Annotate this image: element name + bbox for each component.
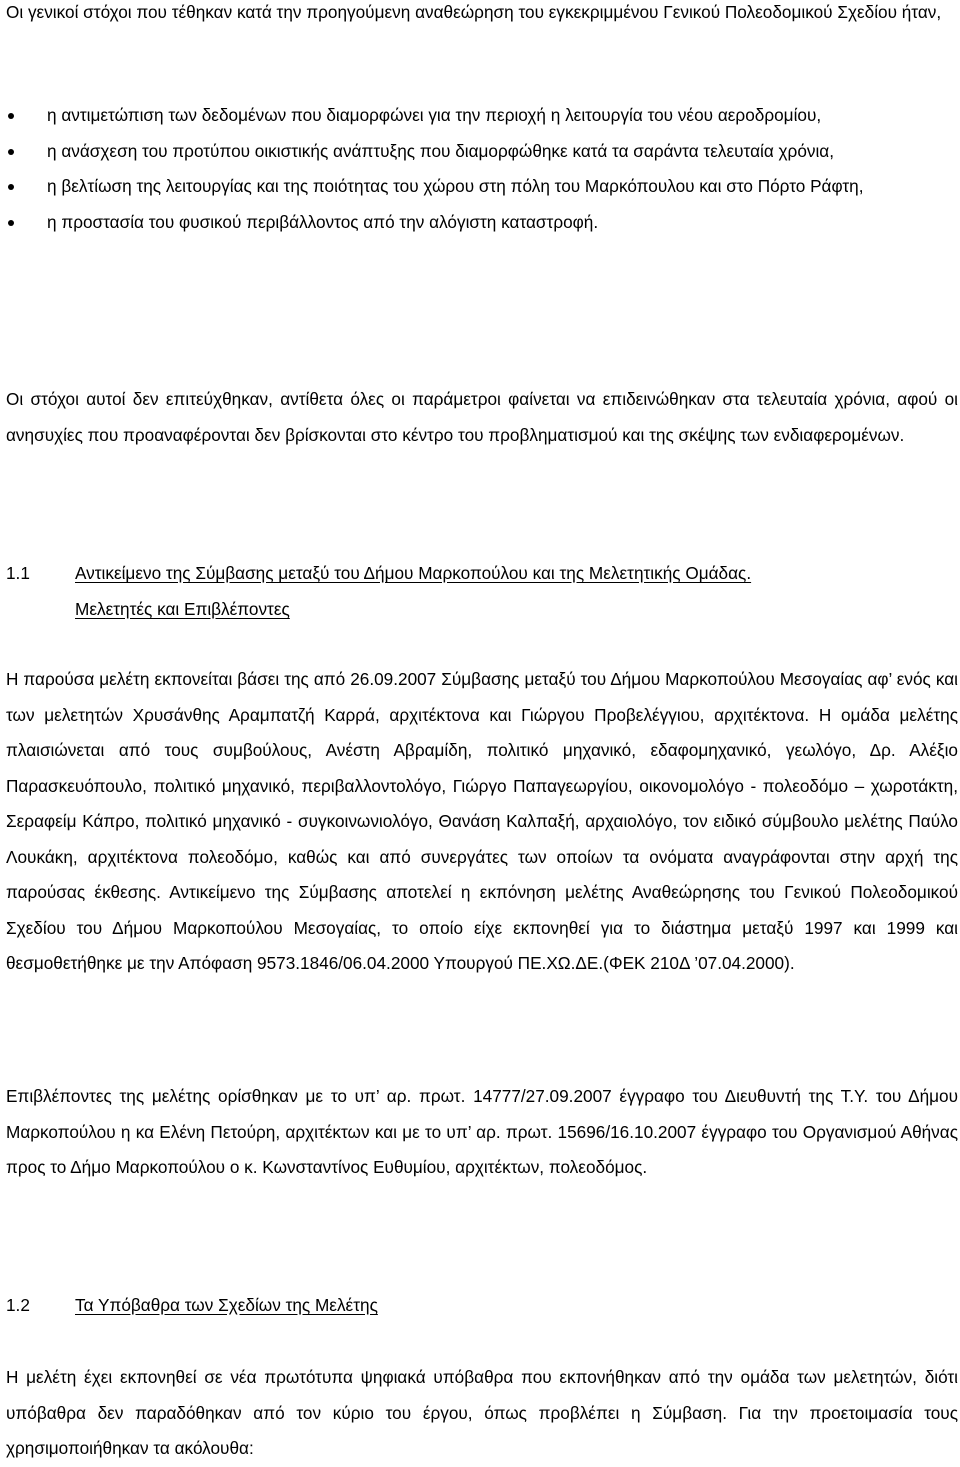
- section-1-1-heading: [6, 556, 958, 627]
- list-item-text: η αντιμετώπιση των δεδομένων που διαμορφώνει για την περιοχή η λειτουργία του νέου αεροδρομίου,: [47, 105, 822, 125]
- list-item-text: η βελτίωση της λειτουργίας και της ποιότητας του χώρου στη πόλη του Μαρκόπουλου και στο Πόρτο Ράφτη,: [47, 176, 864, 196]
- section-title: Αντικείμενο της Σύμβασης μεταξύ του Δήμου Μαρκοπούλου και της Μελετητικής Ομάδας.: [75, 563, 752, 583]
- goals-paragraph: Οι στόχοι αυτοί δεν επιτεύχθηκαν, αντίθετα όλες οι παράμετροι φαίνεται να επιδεινώθηκαν στα τελευταία χρόνια, αφού οι ανησυχίες που προαναφέρονται δεν βρίσκονται στο κέντρο του προβληματισμού και της σκέψης των ενδιαφερομένων.: [6, 389, 958, 445]
- intro-paragraph: Οι γενικοί στόχοι που τέθηκαν κατά την προηγούμενη αναθεώρηση του εγκεκριμμένου Γενικού Πολεοδομικού Σχεδίου ήταν,: [6, 2, 942, 22]
- list-item-text: η προστασία του φυσικού περιβάλλοντος από την αλόγιστη καταστροφή.: [47, 211, 599, 232]
- list-item: [6, 205, 958, 241]
- contract-paragraph: Η παρούσα μελέτη εκπονείται βάσει της από 26.09.2007 Σύμβασης μεταξύ του Δήμου Μαρκοπούλου Μεσογαίας αφ’ ενός και των μελετητών Χρυσάνθης Αραμπατζή Καρρά, αρχιτέκτονα και Γιώργου Προβελέγγιου, αρχιτέκτονα. Η ομάδα μελέτης πλαισιώνεται από τους συμβούλους, Ανέστη Αβραμίδη, πολιτικό μηχανικό, εδαφομηχανικό, γεωλόγο, Δρ. Αλέξιο Παρασκευόπουλο, πολιτικό μηχανικό, περιβαλλοντολόγο, Γιώργο Παπαγεωργίου, οικονομολόγο - πολεοδόμο – χωροτάκτη, Σεραφείμ Κάπρο, πολιτικό μηχανικό - συγκοινωνιολόγο, Θανάση Καλπαξή, αρχαιολόγο, τον ειδικό σύμβουλο μελέτης Παύλο Λουκάκη, αρχιτέκτονα πολεοδόμο, καθώς και από συνεργάτες των οποίων τα ονόματα αναγράφονται στην αρχή της παρούσας έκθεσης. Αντικείμενο της Σύμβασης αποτελεί η εκπόνηση μελέτης Αναθεώρησης του Γενικού Πολεοδομικού Σχεδίου του Δήμου Μαρκοπούλου Μεσογαίας, το οποίο είχε εκπονηθεί για το διάστημα μεταξύ 1997 και 1999 και θεσμοθετήθηκε με την Απόφαση 9573.1846/06.04.2000 Υπουργού ΠΕ.ΧΩ.ΔΕ.(ΦΕΚ 210Δ ’07.04.2000).: [6, 669, 958, 973]
- bullet-icon: [8, 220, 14, 226]
- basemaps-paragraph: Η μελέτη έχει εκπονηθεί σε νέα πρωτότυπα ψηφιακά υπόβαθρα που εκπονήθηκαν από την ομάδα των μελετητών, διότι υπόβαθρα δεν παραδόθηκαν από τον κύριο του έργου, όπως προβλέπει η Σύμβαση. Για την προετοιμασία τους χρησιμοποιήθηκαν τα ακόλουθα:: [6, 1367, 958, 1458]
- list-item: [6, 98, 958, 134]
- list-item: [6, 169, 958, 205]
- section-subtitle-line: [6, 592, 958, 628]
- section-1-2-heading: [6, 1288, 958, 1324]
- section-number: 1.2: [6, 1295, 30, 1315]
- list-item: [6, 134, 958, 170]
- goals-bullet-list: [6, 98, 958, 240]
- bullet-icon: [8, 149, 14, 155]
- bullet-icon: [8, 184, 14, 190]
- section-1-1-heading-line: [6, 556, 958, 592]
- supervisors-paragraph: Επιβλέποντες της μελέτης ορίσθηκαν με το υπ’ αρ. πρωτ. 14777/27.09.2007 έγγραφο του Διευθυντή της Τ.Υ. του Δήμου Μαρκοπούλου η κα Ελένη Πετούρη, αρχιτέκτων και με το υπ’ αρ. πρωτ. 15696/16.10.2007 έγγραφο του Οργανισμού Αθήνας προς το Δήμο Μαρκοπούλου ο κ. Κωνσταντίνος Ευθυμίου, αρχιτέκτων, πολεοδόμος.: [6, 1086, 958, 1177]
- section-title: Τα Υπόβαθρα των Σχεδίων της Μελέτης: [75, 1295, 378, 1315]
- list-item-text: η ανάσχεση του προτύπου οικιστικής ανάπτυξης που διαμορφώθηκε κατά τα σαράντα τελευταία χρόνια,: [47, 140, 835, 161]
- section-subtitle: Μελετητές και Επιβλέποντες: [75, 598, 290, 619]
- section-number: 1.1: [6, 563, 30, 583]
- bullet-icon: [8, 113, 14, 119]
